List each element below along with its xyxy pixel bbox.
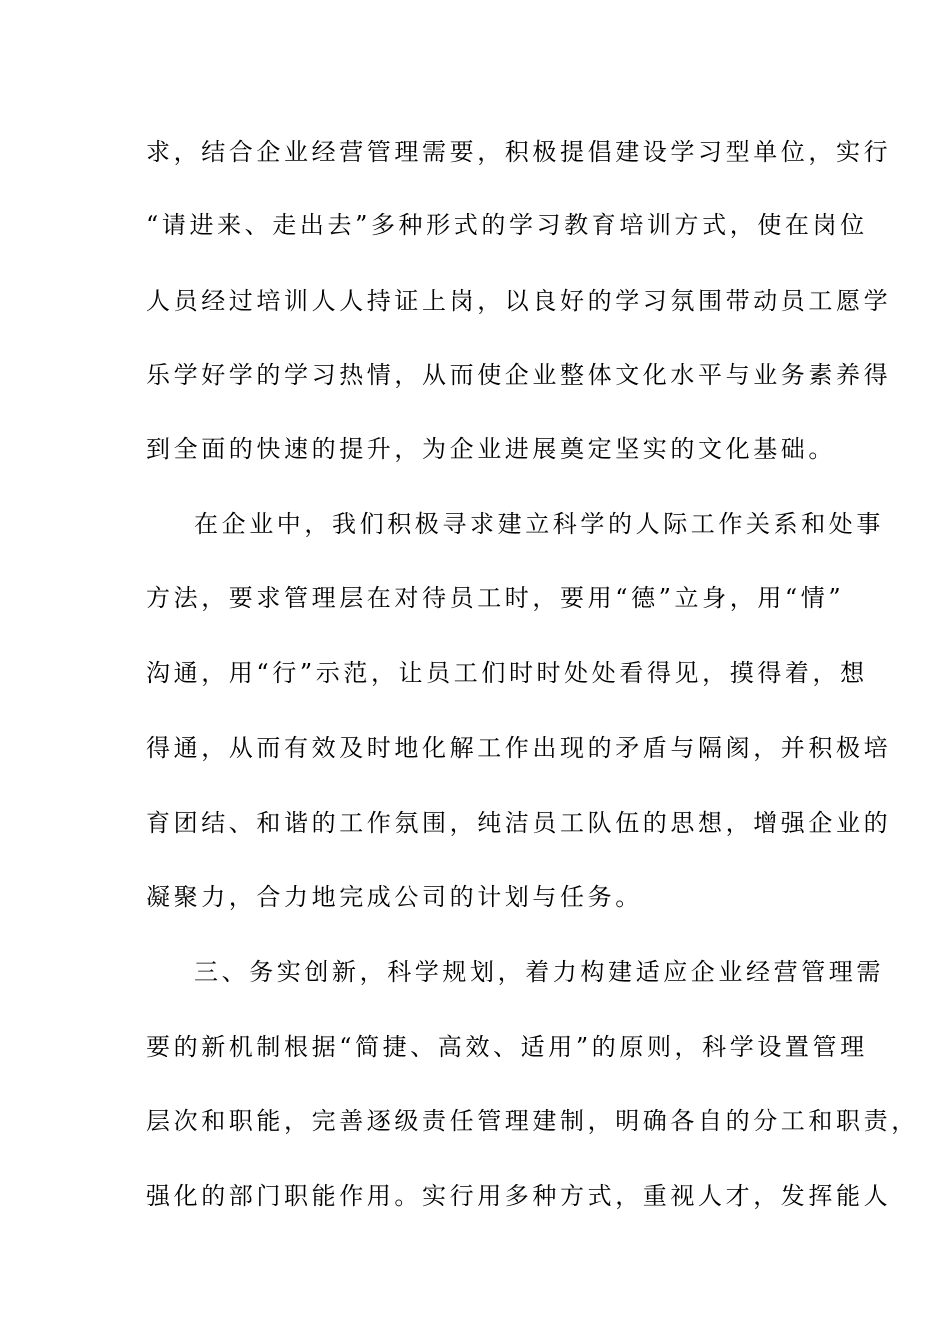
text-line: 凝聚力，合力地完成公司的计划与任务。 — [146, 883, 643, 911]
text-line: 到全面的快速的提升，为企业进展奠定坚实的文化基础。 — [146, 435, 836, 463]
text-line: 沟通，用“行”示范，让员工们时时处处看得见，摸得着，想 — [146, 659, 868, 687]
text-line: 层次和职能，完善逐级责任管理建制，明确各自的分工和职责， — [146, 1107, 919, 1135]
text-line: 强化的部门职能作用。实行用多种方式，重视人才，发挥能人 — [146, 1182, 892, 1210]
text-line: 乐学好学的学习热情，从而使企业整体文化水平与业务素养得 — [146, 361, 892, 389]
text-line: 要的新机制根据“简捷、高效、适用”的原则，科学设置管理 — [146, 1033, 868, 1061]
text-line: 育团结、和谐的工作氛围，纯洁员工队伍的思想，增强企业的 — [146, 809, 892, 837]
text-line: 方法，要求管理层在对待员工时，要用“德”立身，用“情” — [146, 584, 845, 612]
text-line: 求，结合企业经营管理需要，积极提倡建设学习型单位，实行 — [146, 138, 892, 166]
text-line: 得通，从而有效及时地化解工作出现的矛盾与隔阂，并积极培 — [146, 734, 892, 762]
section-heading-line: 三、务实创新，科学规划，着力构建适应企业经营管理需 — [194, 958, 884, 986]
paragraph-first-line: 在企业中，我们积极寻求建立科学的人际工作关系和处事 — [194, 510, 884, 538]
text-line: “请进来、走出去”多种形式的学习教育培训方式，使在岗位 — [146, 211, 868, 239]
text-line: 人员经过培训人人持证上岗，以良好的学习氛围带动员工愿学 — [146, 287, 892, 315]
